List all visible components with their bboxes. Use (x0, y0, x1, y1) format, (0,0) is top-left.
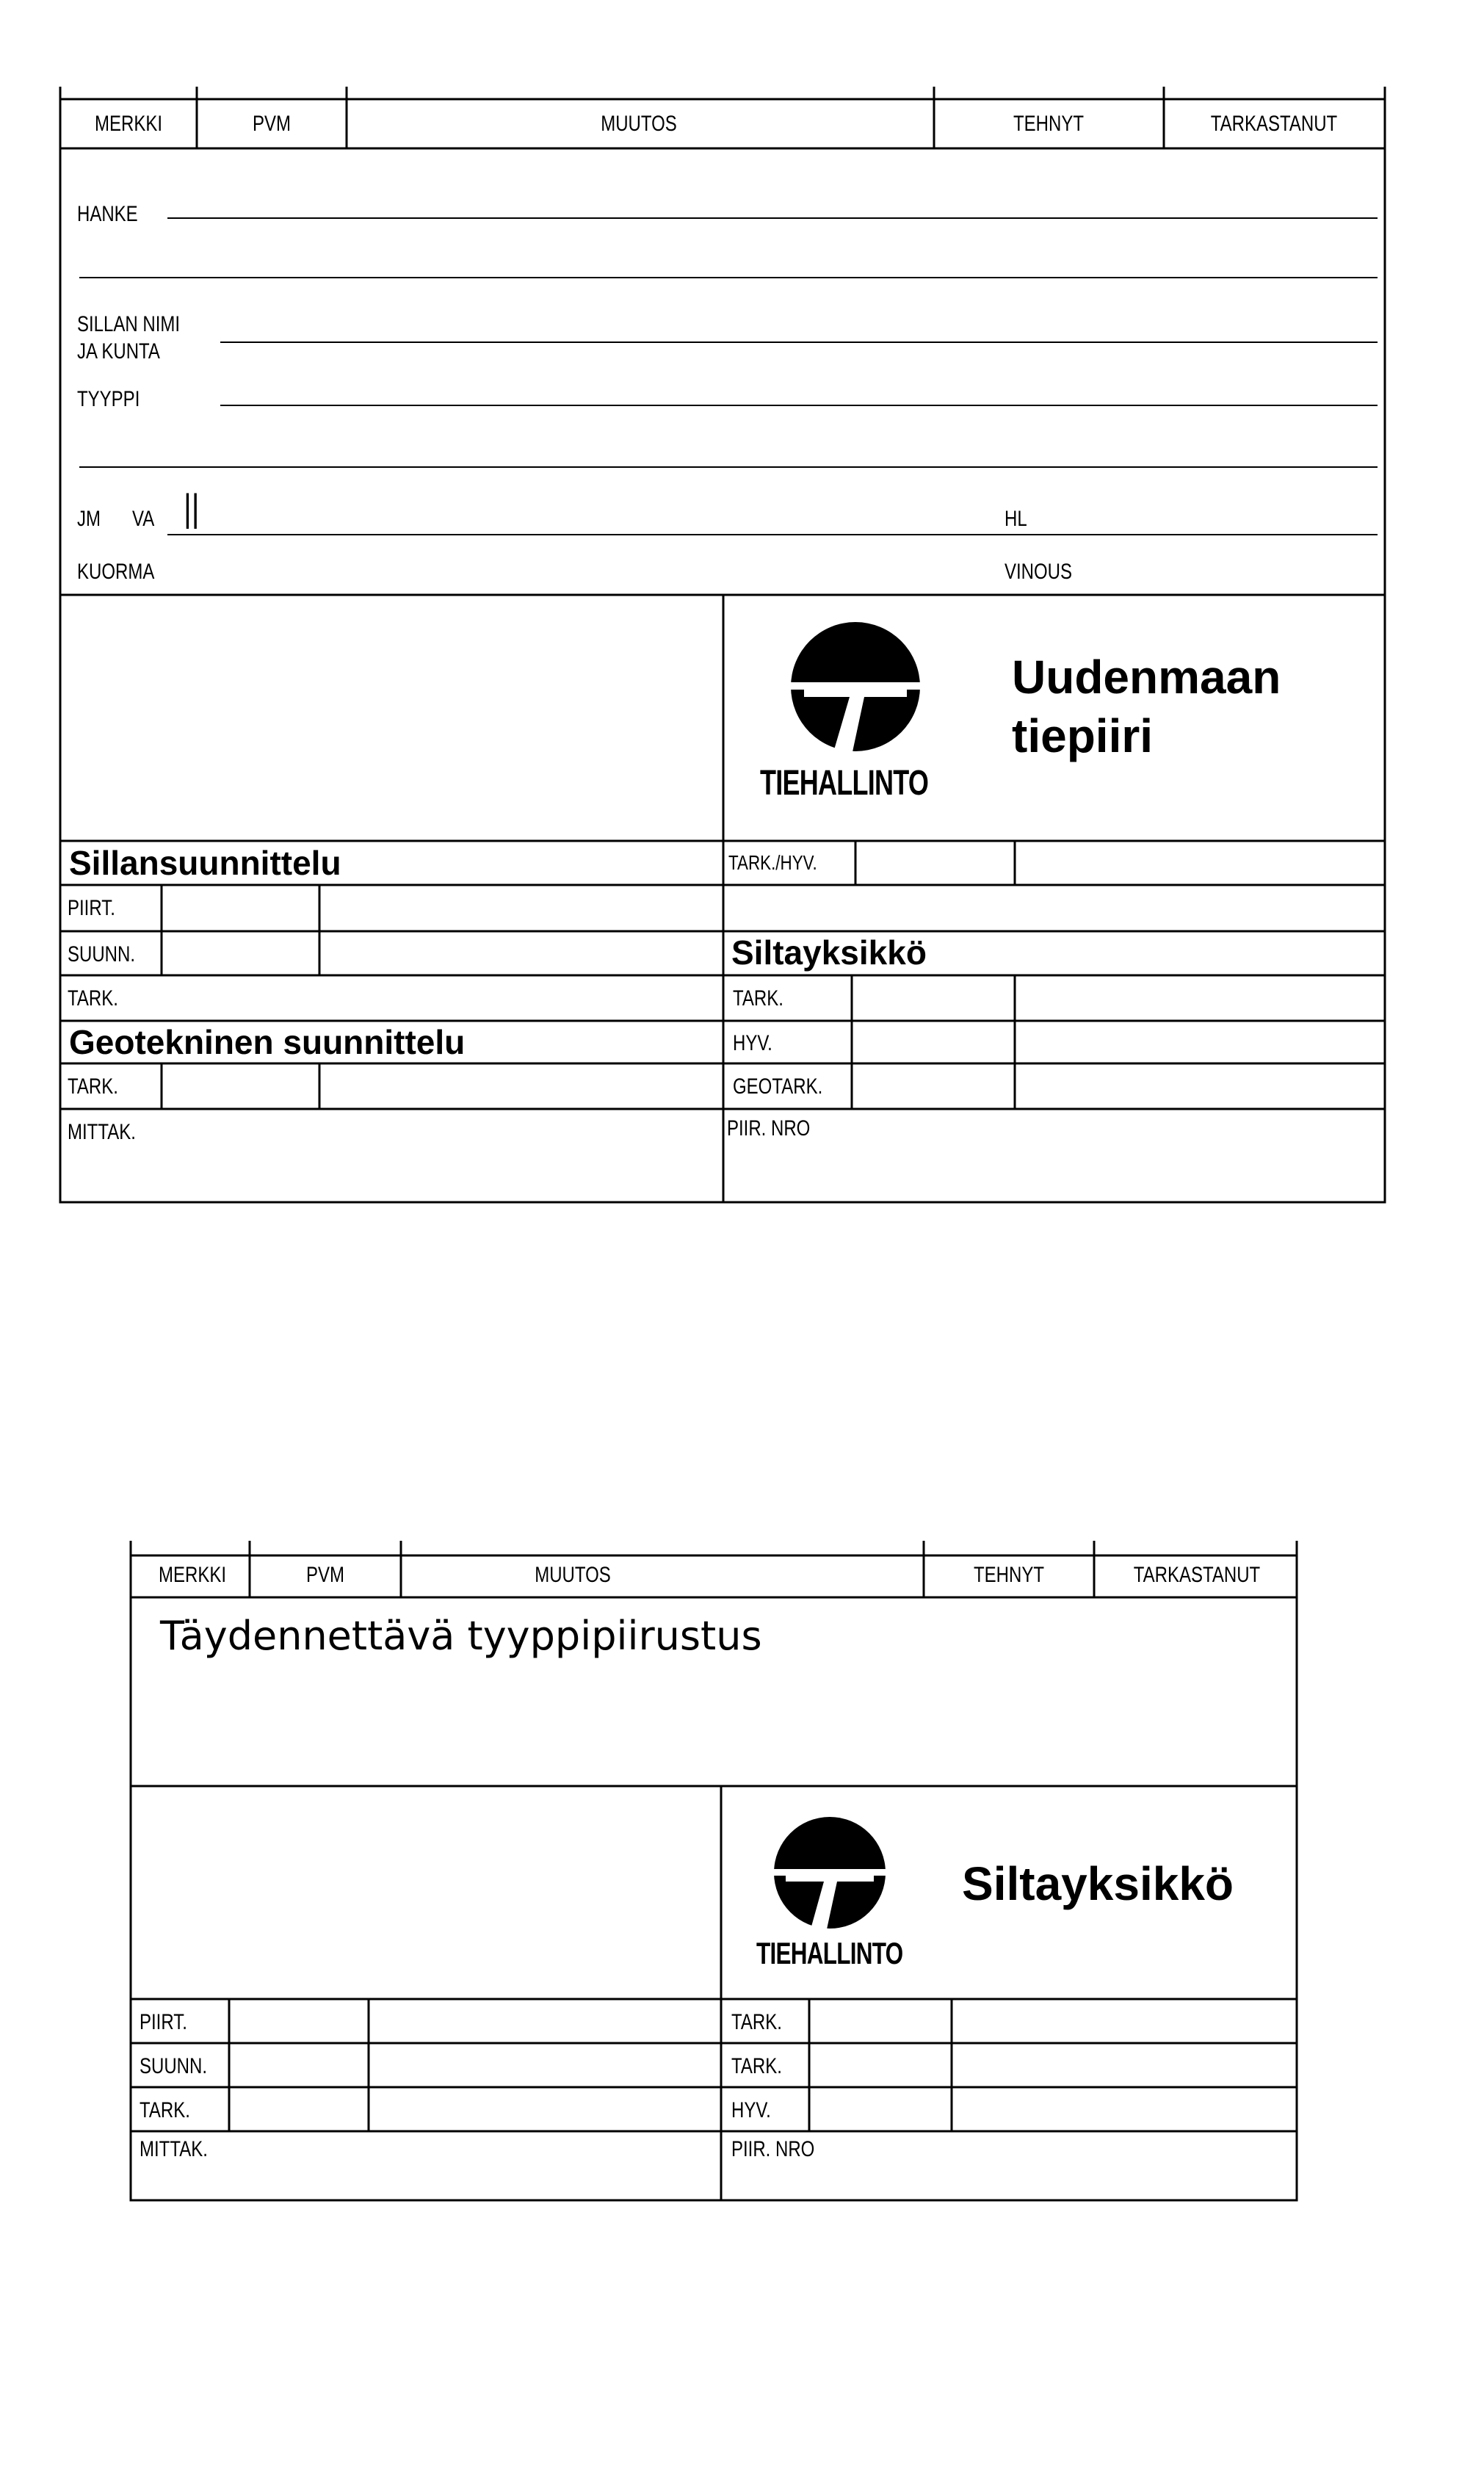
label-ja-kunta: JA KUNTA (77, 339, 160, 364)
label-jm: JM (77, 507, 101, 531)
label2-piir-nro: PIIR. NRO (731, 2137, 815, 2161)
logo2-text: TIEHALLINTO (756, 1936, 903, 1970)
label-vinous: VINOUS (1005, 560, 1073, 584)
label-sillan-nimi: SILLAN NIMI (77, 312, 181, 336)
label2-tark-r2: TARK. (731, 2054, 782, 2078)
tiehallinto-logo-icon-2 (771, 1817, 888, 1936)
section-geotekninen: Geotekninen suunnittelu (69, 1023, 466, 1061)
label-mittak: MITTAK. (68, 1120, 136, 1144)
label-geo-tark: TARK. (68, 1074, 118, 1099)
header2-merkki: MERKKI (158, 1563, 227, 1587)
header-muutos: MUUTOS (601, 112, 677, 136)
header-tarkastanut: TARKASTANUT (1210, 112, 1338, 136)
label-geotark: GEOTARK. (733, 1074, 823, 1099)
org-line1: Uudenmaan (1012, 651, 1281, 704)
section-siltayksikko: Siltayksikkö (731, 933, 927, 972)
va-marks: || (184, 487, 200, 530)
label-suunn: SUUNN. (68, 942, 136, 966)
header2-tehnyt: TEHNYT (974, 1563, 1044, 1587)
header-merkki: MERKKI (94, 112, 163, 136)
label2-suunn: SUUNN. (140, 2054, 208, 2078)
header2-tarkastanut: TARKASTANUT (1133, 1563, 1261, 1587)
label-piirt: PIIRT. (68, 896, 115, 920)
label-hl: HL (1005, 507, 1027, 531)
label-kuorma: KUORMA (77, 560, 155, 584)
title-taydennettava: Täydennettävä tyyppipiirustus (160, 1613, 762, 1659)
org2-siltayksikko: Siltayksikkö (962, 1857, 1234, 1910)
label-va: VA (132, 507, 155, 531)
header2-pvm: PVM (305, 1563, 345, 1587)
label2-hyv: HYV. (731, 2098, 771, 2122)
label-tark-hyv: TARK./HYV. (728, 851, 817, 874)
label2-tark-r1: TARK. (731, 2010, 782, 2034)
logo-text: TIEHALLINTO (760, 764, 929, 803)
header2-muutos: MUUTOS (535, 1563, 611, 1587)
label-tark: TARK. (68, 986, 118, 1011)
label2-piirt: PIIRT. (140, 2010, 187, 2034)
label2-mittak: MITTAK. (140, 2137, 208, 2161)
section-sillansuunnittelu: Sillansuunnittelu (69, 844, 341, 882)
header-tehnyt: TEHNYT (1013, 112, 1084, 136)
label-tark-right: TARK. (733, 986, 783, 1011)
label-tyyppi: TYYPPI (77, 387, 140, 411)
label-piir-nro: PIIR. NRO (727, 1116, 811, 1141)
label-hanke: HANKE (77, 202, 138, 226)
label2-tark: TARK. (140, 2098, 190, 2122)
label-hyv: HYV. (733, 1031, 772, 1055)
tiehallinto-logo-icon (788, 622, 923, 759)
org-line2: tiepiiri (1012, 709, 1154, 762)
header-pvm: PVM (252, 112, 292, 136)
